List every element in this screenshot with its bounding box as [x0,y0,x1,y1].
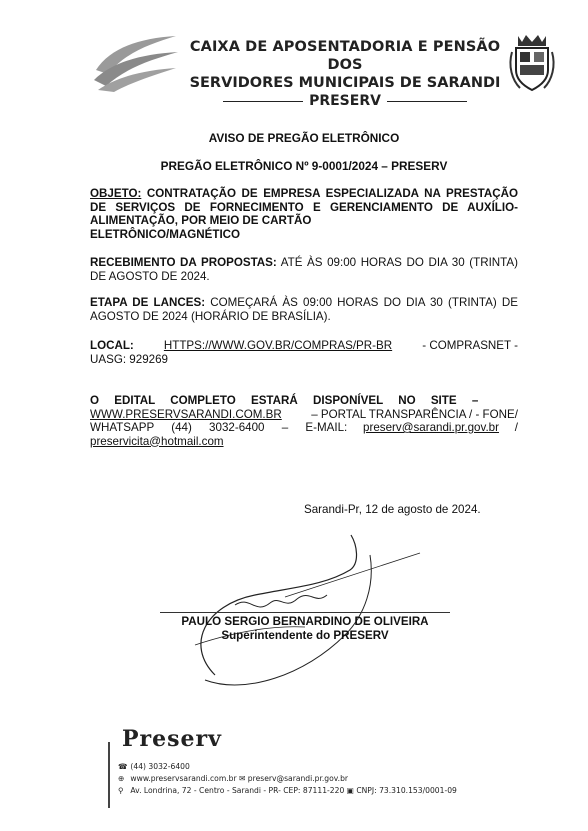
footer-cnpj: CNPJ: 73.310.153/0001-09 [356,786,457,795]
objeto-text: CONTRATAÇÃO DE EMPRESA ESPECIALIZADA NA PRESTAÇÃO DE SERVIÇOS DE FORNECIMENTO E GERENCIAMENTO DE AUXÍLIO-ALIMENTAÇÃO, POR MEIO DE CARTÃO [90,187,518,227]
mail-icon: ✉ [239,774,246,783]
header-line-2: SERVIDORES MUNICIPAIS DE SARANDI [189,75,501,91]
local-url-link[interactable]: HTTPS://WWW.GOV.BR/COMPRAS/PR-BR [163,339,393,352]
footer-logo [122,726,272,760]
lances-label: ETAPA DE LANCES: [90,296,206,309]
edital-slash: / [514,421,518,434]
edital-line-1-text: O EDITAL COMPLETO ESTARÁ DISPONÍVEL NO SITE – [90,394,479,407]
footer-email: preserv@sarandi.pr.gov.br [247,774,349,783]
id-card-icon: ▣ [346,786,354,795]
edital-email-link-2[interactable]: preservicita@hotmail.com [90,434,224,448]
edital-phone-text: WHATSAPP (44) 3032-6400 – E-MAIL: [90,421,348,434]
signature-rule [160,612,450,613]
notice-title: AVISO DE PREGÃO ELETRÔNICO [208,131,400,145]
footer-phone-line [118,762,190,771]
footer-contact-line [118,774,348,783]
header-line-3 [180,92,510,110]
notice-subtitle: PREGÃO ELETRÔNICO Nº 9-0001/2024 – PRESERV [160,159,448,173]
footer-address-line [118,786,457,795]
objeto-label: OBJETO: [90,187,142,200]
edital-paragraph [90,394,518,448]
footer-phone: (44) 3032-6400 [130,762,190,771]
header-rule-right [387,101,467,102]
local-paragraph [90,339,518,366]
institution-header [180,38,510,110]
lances-text: COMEÇARÁ ÀS 09:00 HORAS DO DIA 30 (TRINTA) DE AGOSTO DE 2024 (HORÁRIO DE BRASÍLIA). [90,296,518,323]
location-pin-icon: ⚲ [118,786,124,795]
edital-line-3 [90,421,518,435]
coat-of-arms-icon [508,32,556,94]
objeto-paragraph [90,187,518,241]
local-uasg: UASG: 929269 [90,352,168,366]
footer-address: Av. Londrina, 72 - Centro - Sarandi - PR- CEP: 87111-220 [130,786,345,795]
header-line-1: CAIXA DE APOSENTADORIA E PENSÃO DOS [189,39,501,73]
local-rest: - COMPRASNET - [422,339,518,352]
edital-after-site: – PORTAL TRANSPARÊNCIA / - FONE/ [311,407,518,421]
signer-role: Superintendente do PRESERV [221,629,389,642]
footer-divider [108,742,110,808]
preserv-wave-logo [90,30,180,92]
footer-site: www.preservsarandi.com.br [130,774,237,783]
edital-line-2 [90,408,518,422]
signer-name: PAULO SERGIO BERNARDINO DE OLIVEIRA [181,615,429,628]
recebimento-text: ATÉ ÀS 09:00 HORAS DO DIA 30 (TRINTA) DE AGOSTO DE 2024. [90,256,518,283]
local-label: LOCAL: [90,339,134,352]
recebimento-label: RECEBIMENTO DA PROPOSTAS: [90,256,277,269]
phone-icon: ☎ [118,762,128,771]
header-rule-left [223,101,303,102]
header-acronym: PRESERV [309,93,381,109]
recebimento-paragraph [90,256,518,283]
edital-site-link[interactable]: WWW.PRESERVSARANDI.COM.BR [90,407,282,421]
lances-paragraph [90,296,518,323]
edital-line-1 [90,394,518,408]
objeto-text-end: ELETRÔNICO/MAGNÉTICO [90,227,241,241]
edital-email-link-1[interactable]: preserv@sarandi.pr.gov.br [363,421,499,434]
date-line: Sarandi-Pr, 12 de agosto de 2024. [304,503,481,516]
footer-logo-text: Preserv [122,726,222,752]
globe-icon: ⊕ [118,774,125,783]
